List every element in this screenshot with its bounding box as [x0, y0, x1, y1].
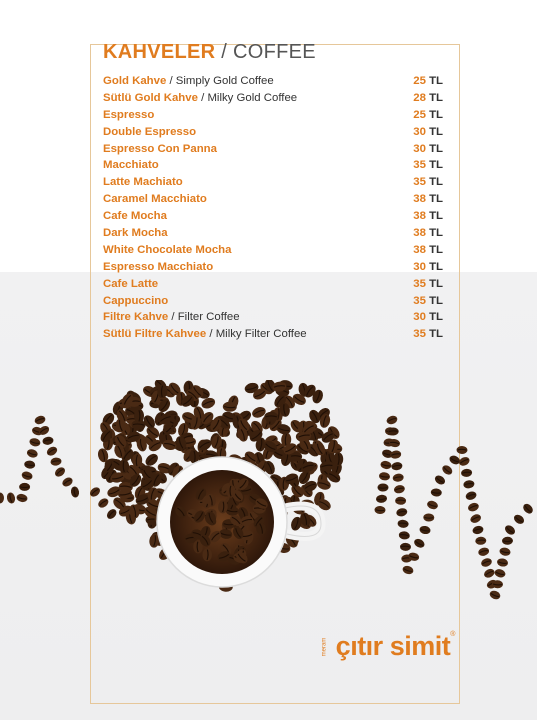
- menu-item: [103, 293, 443, 310]
- item-name-english: Simply Gold Coffee: [175, 75, 274, 87]
- title-turkish: KAHVELER: [103, 41, 216, 63]
- price-value: 30: [413, 125, 426, 138]
- item-separator: /: [206, 328, 216, 341]
- menu-item: [103, 157, 443, 174]
- item-name-turkish: Espresso Con Panna: [103, 142, 217, 155]
- registered-mark: ®: [450, 631, 456, 638]
- price-value: 35: [413, 277, 426, 290]
- price-value: 28: [413, 91, 426, 104]
- item-name-turkish: Sütlü Filtre Kahvee: [103, 328, 207, 341]
- price-value: 35: [413, 328, 426, 341]
- item-name-english: Milky Gold Coffee: [207, 91, 298, 104]
- menu-item: [103, 107, 443, 124]
- item-name-turkish: Sütlü Gold Kahve: [103, 91, 198, 104]
- coffee-menu-list: [103, 73, 443, 343]
- item-price: [413, 309, 443, 326]
- menu-item: [103, 208, 443, 225]
- price-currency: TL: [429, 108, 443, 121]
- price-value: 30: [413, 311, 426, 324]
- item-price: [413, 293, 443, 310]
- item-name-turkish: Macchiato: [103, 159, 159, 172]
- price-currency: TL: [429, 159, 443, 172]
- item-price: [413, 141, 443, 158]
- price-currency: TL: [429, 91, 443, 104]
- brand-name: çıtır simit: [335, 631, 451, 661]
- menu-item: [103, 90, 443, 107]
- item-price: [413, 208, 443, 225]
- menu-item: [103, 309, 443, 326]
- item-price: [413, 259, 443, 276]
- item-price: [413, 124, 443, 141]
- item-price: [413, 276, 443, 293]
- brand-small-text: meram: [321, 637, 328, 656]
- price-currency: TL: [429, 125, 443, 138]
- item-name-english: Filter Coffee: [177, 311, 240, 324]
- price-currency: TL: [429, 176, 443, 189]
- item-name-turkish: Espresso: [103, 108, 155, 121]
- price-value: 38: [413, 243, 426, 256]
- price-currency: TL: [429, 277, 443, 290]
- item-name-turkish: Latte Machiato: [103, 176, 183, 189]
- item-name-turkish: Caramel Macchiato: [103, 193, 207, 206]
- item-price: [413, 90, 443, 107]
- price-value: 30: [413, 260, 426, 273]
- price-currency: TL: [429, 260, 443, 273]
- item-name-english: Milky Filter Coffee: [215, 328, 307, 341]
- menu-item: [103, 259, 443, 276]
- menu-item: [103, 124, 443, 141]
- price-value: 30: [413, 142, 426, 155]
- price-currency: TL: [429, 243, 443, 256]
- price-currency: TL: [429, 75, 443, 87]
- price-value: 35: [413, 294, 426, 307]
- menu-item: [103, 225, 443, 242]
- menu-item: [103, 326, 443, 343]
- price-currency: TL: [429, 294, 443, 307]
- price-value: 35: [413, 159, 426, 172]
- item-name-turkish: Espresso Macchiato: [103, 260, 214, 273]
- coffee-bean-heart-heartbeat-icon: [0, 380, 537, 680]
- price-currency: TL: [429, 193, 443, 206]
- menu-item: [103, 73, 443, 90]
- item-name-turkish: Cafe Mocha: [103, 210, 167, 223]
- item-price: [413, 326, 443, 343]
- price-value: 38: [413, 210, 426, 223]
- page-title: [103, 41, 316, 64]
- item-price: [413, 191, 443, 208]
- item-separator: /: [197, 91, 208, 104]
- item-price: [413, 174, 443, 191]
- title-separator: /: [215, 41, 233, 63]
- menu-item: [103, 242, 443, 259]
- brand-logo: [315, 631, 455, 662]
- item-name-turkish: Cafe Latte: [103, 277, 159, 290]
- item-separator: /: [168, 311, 178, 324]
- item-name-turkish: Double Espresso: [103, 125, 197, 138]
- menu-item: [103, 174, 443, 191]
- price-currency: TL: [429, 227, 443, 240]
- price-value: 38: [413, 227, 426, 240]
- price-currency: TL: [429, 311, 443, 324]
- menu-item: [103, 276, 443, 293]
- item-name-turkish: Dark Mocha: [103, 227, 168, 240]
- price-currency: TL: [429, 210, 443, 223]
- item-price: [413, 157, 443, 174]
- item-price: [413, 242, 443, 259]
- item-price: [413, 73, 443, 90]
- price-value: 38: [413, 193, 426, 206]
- price-value: 35: [413, 176, 426, 189]
- menu-item: [103, 141, 443, 158]
- item-price: [413, 225, 443, 242]
- item-name-turkish: Gold Kahve: [103, 75, 167, 87]
- item-name-turkish: Filtre Kahve: [103, 311, 169, 324]
- item-separator: /: [166, 75, 176, 87]
- item-name-turkish: Cappuccino: [103, 294, 169, 307]
- price-currency: TL: [429, 328, 443, 341]
- item-price: [413, 107, 443, 124]
- item-name-turkish: White Chocolate Mocha: [103, 243, 232, 256]
- price-value: 25: [413, 75, 426, 87]
- price-value: 25: [413, 108, 426, 121]
- title-english: COFFEE: [233, 41, 316, 63]
- price-currency: TL: [429, 142, 443, 155]
- menu-item: [103, 191, 443, 208]
